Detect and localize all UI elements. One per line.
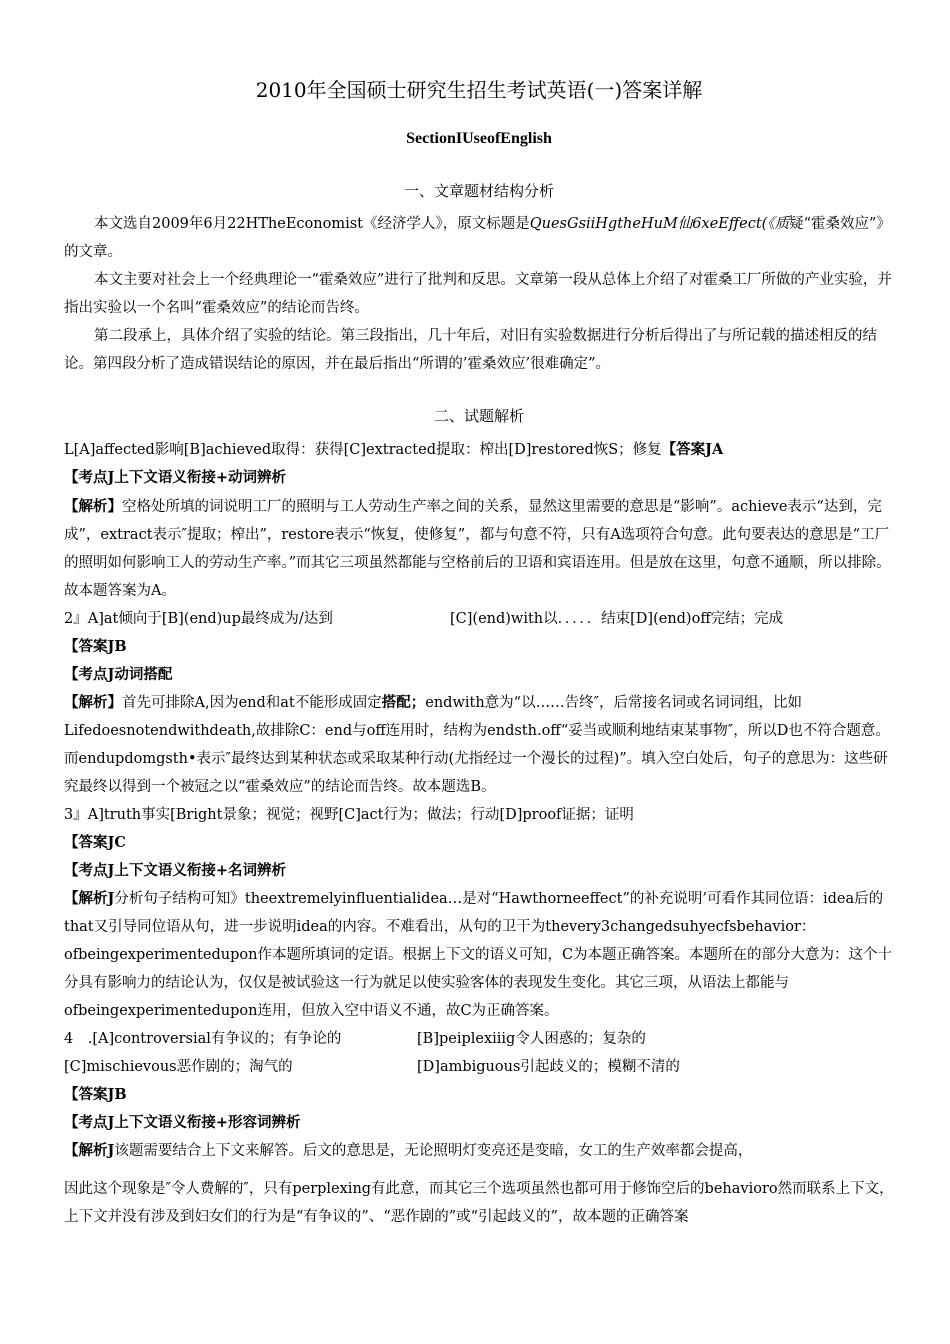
q2-point: 【考点J动词搭配 — [64, 666, 173, 683]
q4-analysis-continued: 因此这个现象是″令人费解的″，只有perplexing有此意，而其它三个选项虽然也都可用于修饰空后的behavioro然而联系上下文，上下文并没有涉及到妇女们的行为是“有争议的”、“恶作剧的”或“引起歧义的”，故本题的正确答案 — [64, 1181, 894, 1225]
paragraph-3: 第二段承上，具体介绍了实验的结论。第三段指出，几十年后，对旧有实验数据进行分析后得出了与所记载的描述相反的结论。第四段分析了造成错误结论的原因，并在最后指出“所谓的’霍桑效应’很难确定”。 — [64, 328, 877, 372]
q4-option-a: 4 .[A]controversial有争议的；有争论的 — [64, 1031, 342, 1047]
q4-options-row2 — [64, 1053, 894, 1081]
q4-option-b: [B]peiplexiiig令人困惑的；复杂的 — [417, 1031, 646, 1047]
q3-options: 3』A]truth事实[Bright景象；视觉；视野[C]act行为；做法；行动[D]proof证据；证明 — [64, 807, 634, 823]
intro-italic-title: QuesGsiiHgtheHuM仙6xeEffect(《质 — [529, 216, 790, 232]
q1-options-line — [64, 436, 894, 464]
q3-answer: 【答案JC — [64, 834, 126, 851]
intro-text-end: 疑“霍桑效应”》的文章。 — [64, 216, 891, 260]
q3-analysis-text: 分析句子结构可知》theextremelyinfluentialidea…是对“Hawthorneeffect”的补充说明’可看作其同位语：idea后的that又引导同位语从句，进一步说明idea的内容。不难看出，从句的卫干为thevery3changedsuhyecfsbehavior：ofbeingexperimentedupon作本题所填词的定语。根据上下文的语义可知，C为本题正确答案。本题所在的部分大意为：这个十分具有影响力的结论认为，仅仅是被试验这一行为就足以使实验客体的表现发生变化。其它三项，从语法上都能与ofbeingexperimentedupon连用，但放入空中语义不通，故C为正确答案。 — [64, 891, 893, 1019]
q2-answer: 【答案JB — [64, 638, 127, 655]
q2-analysis-text-a: 首先可排除A,因为end和at不能形成固定 — [122, 695, 382, 711]
part2-heading: 二、试题解析 — [433, 407, 524, 425]
q1-options: L[A]affected影响[B]achieved取得：获得[C]extracted提取：榨出[D]restored恢S；修复 — [64, 442, 662, 458]
q4-answer: 【答案JB — [64, 1086, 127, 1103]
q4-analysis — [64, 1137, 894, 1165]
q3-analysis — [64, 885, 894, 1025]
q4-option-d: [D]ambiguous引起歧义的；模糊不清的 — [417, 1059, 680, 1075]
q4-analysis-label: 【解析J — [64, 1142, 115, 1159]
q1-point: 【考点J上下文语义衔接+动词辨析 — [64, 469, 287, 486]
q4-option-c: [C]mischievous恶作剧的；淘气的 — [64, 1059, 293, 1075]
q1-analysis — [64, 493, 894, 605]
q2-options-left: 2』A]at倾向于[B](end)up最终成为/达到 — [64, 611, 333, 627]
q4-options-row1 — [64, 1025, 894, 1053]
q2-analysis-text-b: endwith意为“以……告终″，后常接名词或名词词组，比如Lifedoesnotendwithdeath,故排除C：end与off连用时，结构为endsth.off“妥当或顺利地结束某事物″，所以D也不符合题意。而endupdomgsth•表示″最终达到某种状态或采取某种行动(尤指经过一个漫长的过程)”。填入空白处后，句子的意思为：这些研究最终以得到一个被冠之以“霍桑效应”的结论而告终。故本题选B。 — [64, 695, 890, 795]
q2-analysis-label: 【解析】 — [64, 694, 122, 711]
q1-analysis-text: 空格处所填的词说明工厂的照明与工人劳动生产率之间的关系，显然这里需要的意思是“影响”。achieve表示“达到，完成”，extract表示″提取；榨出”，restore表示“恢复，使修复”，都与句意不符，只有A选项符合句意。此句要表达的意思是“工厂的照明如何影响工人的劳动生产率。”而其它三项虽然都能与空格前后的卫语和宾语连用。但是放在这里，句意不通顺，所以排除。故本题答案为A。 — [64, 499, 891, 599]
q2-analysis-bold: 搭配； — [381, 694, 426, 711]
section-heading: SectionIUseofEnglish — [406, 130, 552, 147]
q1-answer: 【答案JA — [661, 441, 724, 458]
paragraph-2: 本文主要对社会上一个经典理论一“霍桑效应”进行了批判和反思。文章第一段从总体上介绍了对霍桑工厂所做的产业实验，并指出实验以一个名叫“霍桑效应”的结论而告终。 — [64, 272, 892, 316]
q3-analysis-label: 【解析J — [64, 890, 115, 907]
q1-analysis-label: 【解析】 — [64, 498, 122, 515]
q4-analysis-text: 该题需要结合上下文来解答。后文的意思是，无论照明灯变亮还是变暗，女工的生产效率都会提高， — [114, 1143, 753, 1159]
q2-analysis — [64, 689, 894, 801]
q3-point: 【考点J上下文语义衔接+名词辨析 — [64, 862, 287, 879]
intro-text: 本文选自2009年6月22HTheEconomist《经济学人》，原文标题是 — [94, 216, 530, 232]
document-title: 2010年全国硕士研究生招生考试英语(一)答案详解 — [255, 78, 703, 102]
paragraph-intro — [64, 210, 894, 266]
q2-options-line — [64, 605, 894, 633]
part1-heading: 一、文章题材结构分析 — [403, 182, 554, 200]
q4-point: 【考点J上下文语义衔接+形容词辨析 — [64, 1114, 301, 1131]
q2-options-right: [C](end)with以．．．．．结束[D](end)off完结；完成 — [450, 611, 784, 627]
